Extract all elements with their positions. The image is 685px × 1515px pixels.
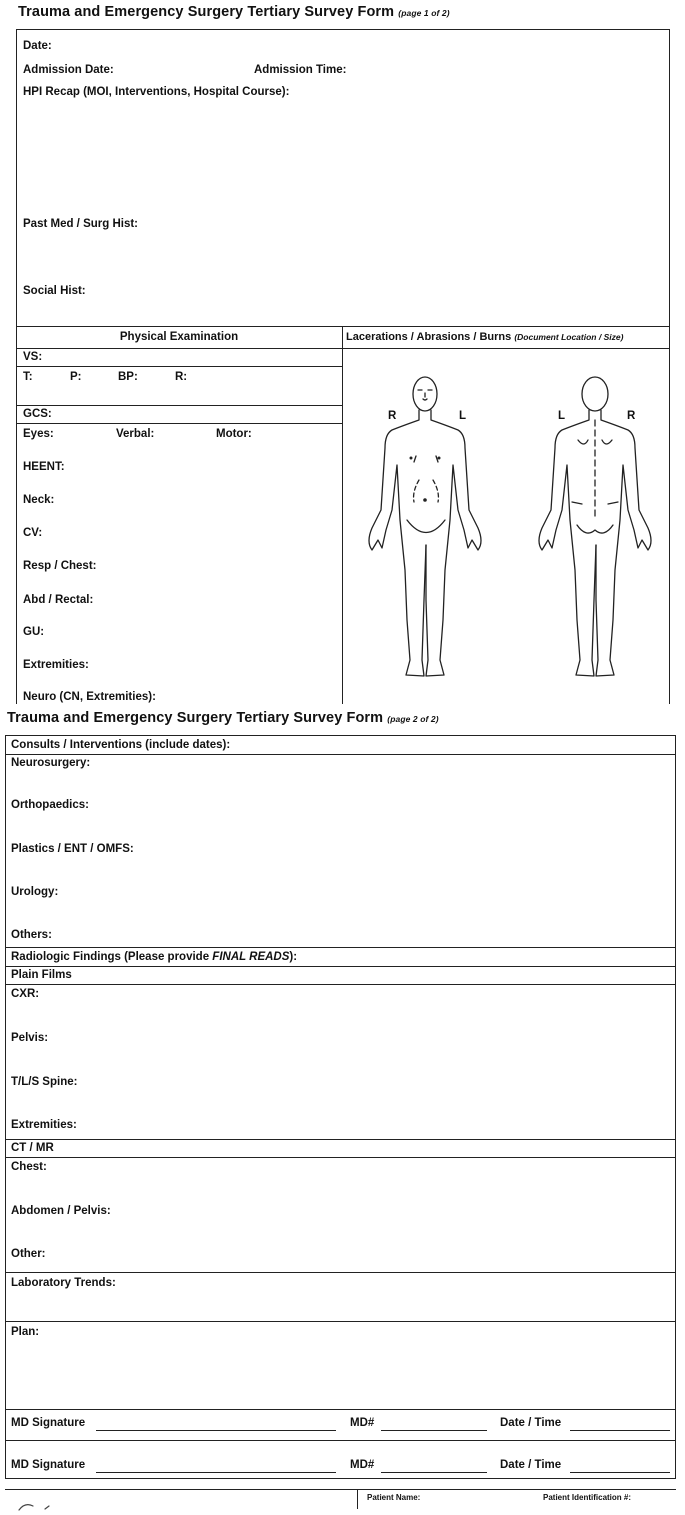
bp-label[interactable]: BP: <box>118 371 138 383</box>
page1-page-note: (page 1 of 2) <box>398 8 450 18</box>
consult-orthopaedics-label[interactable]: Orthopaedics: <box>11 799 89 811</box>
temp-label[interactable]: T: <box>23 371 33 383</box>
back-right-marker: R <box>627 410 636 422</box>
hpi-recap-label[interactable]: HPI Recap (MOI, Interventions, Hospital Course): <box>23 86 290 98</box>
admission-time-label[interactable]: Admission Time: <box>254 64 347 76</box>
radiologic-header-c: ): <box>289 951 298 963</box>
date-field-label[interactable]: Date: <box>23 40 52 52</box>
md-signature-label-2: MD Signature <box>11 1459 86 1471</box>
md-number-line-1[interactable] <box>381 1430 487 1431</box>
pulse-label[interactable]: P: <box>70 371 82 383</box>
resp-chest-label[interactable]: Resp / Chest: <box>23 560 97 572</box>
vitals-divider <box>16 405 342 406</box>
radiologic-top-divider <box>5 947 676 948</box>
md-number-label-1: MD# <box>350 1417 375 1429</box>
plan-label[interactable]: Plan: <box>11 1326 40 1338</box>
ct-other-label[interactable]: Other: <box>11 1248 46 1260</box>
motor-label[interactable]: Motor: <box>216 428 252 440</box>
resp-rate-label[interactable]: R: <box>175 371 188 383</box>
ct-mr-top-divider <box>5 1139 676 1140</box>
vs-label: VS: <box>23 351 43 363</box>
md-signature-label-1: MD Signature <box>11 1417 86 1429</box>
page1-title <box>18 4 450 20</box>
exam-header-divider <box>16 348 670 349</box>
front-body-diagram[interactable] <box>352 370 497 686</box>
admission-date-label[interactable]: Admission Date: <box>23 64 114 76</box>
consult-others-label[interactable]: Others: <box>11 929 52 941</box>
plain-films-divider <box>5 984 676 985</box>
page2-title-text: Trauma and Emergency Surgery Tertiary Survey Form <box>7 710 384 726</box>
ct-mr-header: CT / MR <box>11 1142 54 1154</box>
page2-title <box>7 710 439 726</box>
plan-top-divider <box>5 1321 676 1322</box>
heent-label[interactable]: HEENT: <box>23 461 65 473</box>
consult-plastics-label[interactable]: Plastics / ENT / OMFS: <box>11 843 134 855</box>
ct-chest-label[interactable]: Chest: <box>11 1161 47 1173</box>
gcs-label: GCS: <box>23 408 52 420</box>
neck-label[interactable]: Neck: <box>23 494 55 506</box>
front-right-marker: R <box>388 410 397 422</box>
plain-extremities-label[interactable]: Extremities: <box>11 1119 77 1131</box>
exam-column-divider <box>342 326 343 704</box>
social-hist-label[interactable]: Social Hist: <box>23 285 86 297</box>
footer-left-rule <box>5 1489 357 1490</box>
date-time-label-1: Date / Time <box>500 1417 562 1429</box>
institution-logo-mark <box>15 1500 105 1512</box>
patient-name-label[interactable]: Patient Name: <box>367 1493 421 1502</box>
verbal-label[interactable]: Verbal: <box>116 428 155 440</box>
radiologic-header-final-reads: FINAL READS <box>212 951 290 963</box>
date-time-label-2: Date / Time <box>500 1459 562 1471</box>
md-number-label-2: MD# <box>350 1459 375 1471</box>
abd-rectal-label[interactable]: Abd / Rectal: <box>23 594 94 606</box>
neuro-label[interactable]: Neuro (CN, Extremities): <box>23 691 156 703</box>
pelvis-label[interactable]: Pelvis: <box>11 1032 49 1044</box>
cxr-label[interactable]: CXR: <box>11 988 40 1000</box>
lacerations-header <box>346 331 623 343</box>
consults-header-divider <box>5 754 676 755</box>
patient-id-label[interactable]: Patient Identification #: <box>543 1493 632 1502</box>
lab-trends-label[interactable]: Laboratory Trends: <box>11 1277 116 1289</box>
ct-abdomen-pelvis-label[interactable]: Abdomen / Pelvis: <box>11 1205 111 1217</box>
lacerations-header-note: (Document Location / Size) <box>514 332 624 342</box>
ct-mr-divider <box>5 1157 676 1158</box>
exam-left-border <box>16 326 17 704</box>
lab-top-divider <box>5 1272 676 1273</box>
footer-right-rule <box>357 1489 676 1490</box>
plain-films-header: Plain Films <box>11 969 72 981</box>
institution-logo <box>15 1500 105 1512</box>
extremities-label[interactable]: Extremities: <box>23 659 89 671</box>
page1-title-text: Trauma and Emergency Surgery Tertiary Survey Form <box>18 4 395 20</box>
back-body-diagram[interactable] <box>522 370 667 686</box>
signature-top-divider <box>5 1409 676 1410</box>
consult-neurosurgery-label[interactable]: Neurosurgery: <box>11 757 91 769</box>
neuro-row <box>16 686 342 703</box>
date-time-line-1[interactable] <box>570 1430 670 1431</box>
consults-header: Consults / Interventions (include dates): <box>11 739 231 751</box>
lacerations-header-text: Lacerations / Abrasions / Burns <box>346 331 512 343</box>
footer-divider <box>357 1489 358 1509</box>
signature-mid-divider <box>5 1440 676 1441</box>
radiologic-header <box>11 951 297 963</box>
date-time-line-2[interactable] <box>570 1472 670 1473</box>
front-left-marker: L <box>459 410 467 422</box>
physical-exam-header: Physical Examination <box>119 331 239 343</box>
eyes-label[interactable]: Eyes: <box>23 428 54 440</box>
md-number-line-2[interactable] <box>381 1472 487 1473</box>
radiologic-header-a: Radiologic Findings (Please provide <box>11 951 213 963</box>
tls-spine-label[interactable]: T/L/S Spine: <box>11 1076 78 1088</box>
radiologic-divider <box>5 966 676 967</box>
exam-right-border <box>669 326 670 704</box>
cv-label[interactable]: CV: <box>23 527 43 539</box>
past-med-surg-label[interactable]: Past Med / Surg Hist: <box>23 218 139 230</box>
md-signature-line-2[interactable] <box>96 1472 336 1473</box>
gcs-divider <box>16 423 342 424</box>
page2-page-note: (page 2 of 2) <box>387 714 439 724</box>
md-signature-line-1[interactable] <box>96 1430 336 1431</box>
consult-urology-label[interactable]: Urology: <box>11 886 59 898</box>
gu-label[interactable]: GU: <box>23 626 45 638</box>
vs-divider <box>16 366 342 367</box>
back-left-marker: L <box>558 410 566 422</box>
